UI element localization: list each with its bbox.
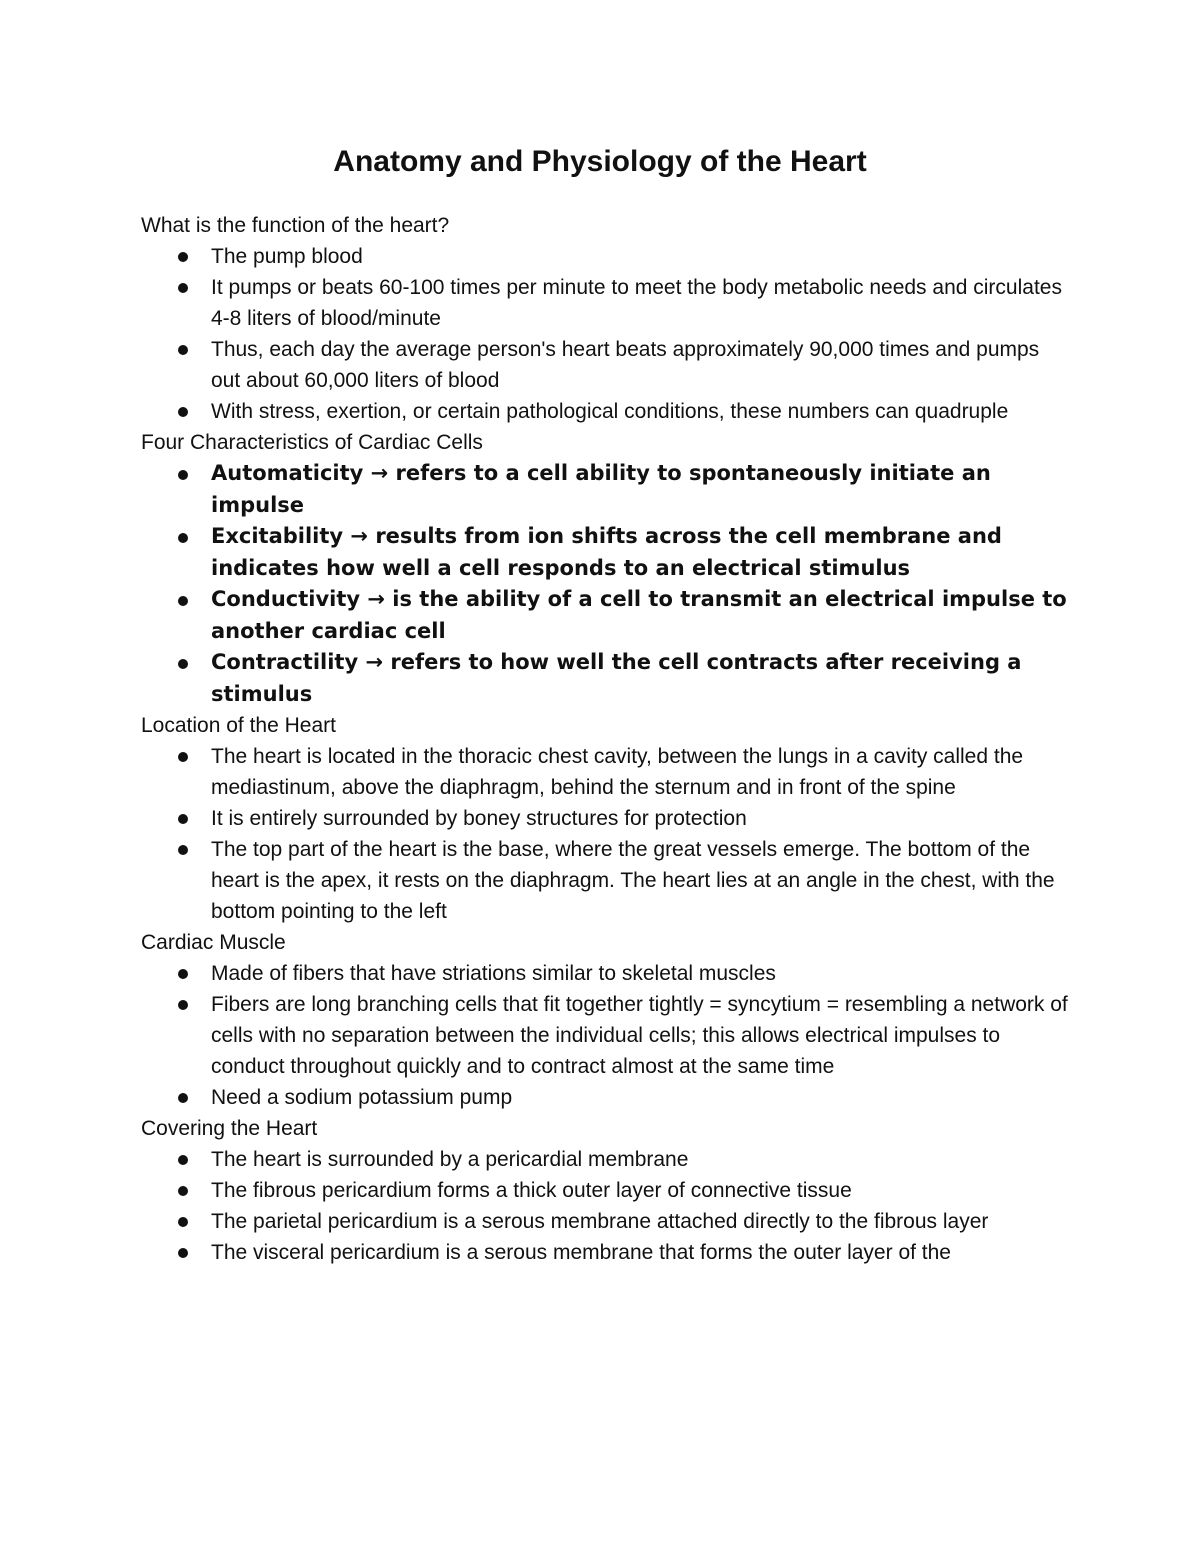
list-item-text: Contractility → refers to how well the cell contracts after receiving a stimulus [211, 650, 1022, 706]
bullet-icon [178, 1093, 188, 1103]
section-cardiac-muscle [141, 927, 1071, 1113]
bullet-icon [178, 596, 188, 606]
bullet-icon [178, 283, 188, 293]
list-item [141, 241, 1071, 272]
list-item-text: Excitability → results from ion shifts across the cell membrane and indicates how well a cell responds to an electrical stimulus [211, 524, 1002, 580]
list-item [141, 521, 1071, 584]
section-heading: Covering the Heart [141, 1117, 318, 1140]
section-covering [141, 1113, 1071, 1268]
list-item-text: Fibers are long branching cells that fit together tightly = syncytium = resembling a network of cells with no separation between the individual cells; this allows electrical impulses to conduct throughout quickly and to contract almost at the same time [211, 993, 1068, 1078]
bullet-icon [178, 533, 188, 543]
list-item [141, 272, 1071, 334]
bullet-icon [178, 659, 188, 669]
bullet-icon [178, 969, 188, 979]
section-location [141, 710, 1071, 927]
list-item [141, 1237, 1071, 1268]
list-item-text: It is entirely surrounded by boney structures for protection [211, 807, 747, 830]
list-item-text: Automaticity → refers to a cell ability to spontaneously initiate an impulse [211, 461, 991, 517]
list-item [141, 741, 1071, 803]
list-item [141, 1206, 1071, 1237]
list-item [141, 958, 1071, 989]
section-heading: Cardiac Muscle [141, 931, 286, 954]
list-item-text: The parietal pericardium is a serous membrane attached directly to the fibrous layer [211, 1210, 989, 1233]
bullet-icon [178, 845, 188, 855]
list-item [141, 1144, 1071, 1175]
list-item-text: The fibrous pericardium forms a thick outer layer of connective tissue [211, 1179, 852, 1202]
list-item [141, 989, 1071, 1082]
list-item-text: The heart is surrounded by a pericardial membrane [211, 1148, 689, 1171]
section-heading: Location of the Heart [141, 714, 336, 737]
bullet-icon [178, 345, 188, 355]
list-item-text: The pump blood [211, 245, 363, 268]
list-item [141, 396, 1071, 427]
list-item-text: The visceral pericardium is a serous membrane that forms the outer layer of the [211, 1241, 951, 1264]
list-item-text: The top part of the heart is the base, where the great vessels emerge. The bottom of the heart is the apex, it rests on the diaphragm. The heart lies at an angle in the chest, with the bottom pointing to the left [211, 838, 1055, 923]
list-item-text: Made of fibers that have striations similar to skeletal muscles [211, 962, 776, 985]
bullet-icon [178, 407, 188, 417]
bullet-icon [178, 1155, 188, 1165]
bullet-icon [178, 1217, 188, 1227]
bullet-icon [178, 1186, 188, 1196]
list-item [141, 647, 1071, 710]
bullet-list [141, 958, 1071, 1113]
bullet-icon [178, 470, 188, 480]
list-item-text: With stress, exertion, or certain pathological conditions, these numbers can quadruple [211, 400, 1009, 423]
list-item-text: The heart is located in the thoracic chest cavity, between the lungs in a cavity called the mediastinum, above the diaphragm, behind the sternum and in front of the spine [211, 745, 1024, 799]
bullet-icon [178, 752, 188, 762]
document-page [141, 142, 1071, 1268]
list-item-text: Need a sodium potassium pump [211, 1086, 513, 1109]
section-heading: Four Characteristics of Cardiac Cells [141, 431, 483, 454]
list-item-text: Conductivity → is the ability of a cell to transmit an electrical impulse to another cardiac cell [211, 587, 1067, 643]
section-characteristics [141, 427, 1071, 710]
bullet-list [141, 1144, 1071, 1268]
list-item [141, 458, 1071, 521]
list-item [141, 803, 1071, 834]
bullet-icon [178, 252, 188, 262]
bullet-list [141, 241, 1071, 427]
list-item [141, 1175, 1071, 1206]
section-function [141, 210, 1071, 427]
list-item-text: Thus, each day the average person's heart beats approximately 90,000 times and pumps out about 60,000 liters of blood [211, 338, 1040, 392]
bullet-list [141, 458, 1071, 710]
list-item-text: It pumps or beats 60-100 times per minute to meet the body metabolic needs and circulates 4-8 liters of blood/minute [211, 276, 1062, 330]
list-item [141, 334, 1071, 396]
list-item [141, 834, 1071, 927]
bullet-icon [178, 814, 188, 824]
bullet-list [141, 741, 1071, 927]
page-title: Anatomy and Physiology of the Heart [333, 145, 867, 178]
list-item [141, 584, 1071, 647]
section-heading: What is the function of the heart? [141, 214, 450, 237]
bullet-icon [178, 1000, 188, 1010]
list-item [141, 1082, 1071, 1113]
bullet-icon [178, 1248, 188, 1258]
